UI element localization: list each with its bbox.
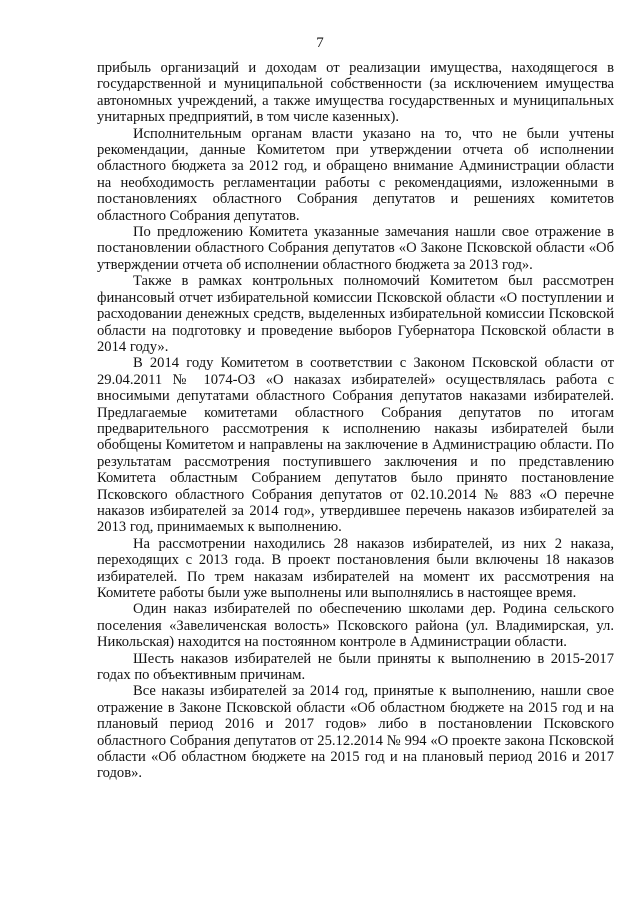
- page-number: 7: [316, 35, 324, 51]
- paragraph: В 2014 году Комитетом в соответствии с Законом Псковской области от 29.04.2011 № 1074-ОЗ «О наказах избирателей» осуществлялась работа с вносимыми депутатами областного Собрания депутатов наказами избирателей. Предлагаемые комитетами областного Собрания депутатов по итогам предварительного рассмотрения к исполнению наказы избирателей были обобщены Комитетом и направлены на заключение в Администрацию области. По результатам рассмотрения поступившего заключения и по представлению Комитета областным Собранием депутатов было принято постановление Псковского областного Собрания депутатов от 02.10.2014 № 883 «О перечне наказов избирателей за 2014 год», утвердившее перечень наказов избирателей за 2013 год, принимаемых к выполнению.: [97, 355, 614, 536]
- paragraph: Исполнительным органам власти указано на то, что не были учтены рекомендации, данные Комитетом при утверждении отчета об исполнении областного бюджета за 2012 год, и обращено внимание Администрации области на необходимость регламентации работы с рекомендациями, изложенными в постановлениях областного Собрания депутатов и решениях комитетов областного Собрания депутатов.: [97, 125, 614, 224]
- paragraph: На рассмотрении находились 28 наказов избирателей, из них 2 наказа, переходящих с 2013 года. В проект постановления были включены 18 наказов избирателей. По трем наказам избирателей на момент их рассмотрения на Комитете работы были уже выполнены или выполнялись в настоящее время.: [97, 535, 614, 601]
- paragraph: Также в рамках контрольных полномочий Комитетом был рассмотрен финансовый отчет избирательной комиссии Псковской области «О поступлении и расходовании денежных средств, выделенных избирательной комиссии Псковской области на подготовку и проведение выборов Губернатора Псковской области в 2014 году».: [97, 273, 614, 355]
- paragraph: Шесть наказов избирателей не были приняты к выполнению в 2015-2017 годах по объективным причинам.: [97, 650, 614, 684]
- paragraph: прибыль организаций и доходам от реализации имущества, находящегося в государственной и муниципальной собственности (за исключением имущества автономных учреждений, а также имущества государственных и муниципальных унитарных предприятий, в том числе казенных).: [97, 60, 614, 126]
- paragraph: Один наказ избирателей по обеспечению школами дер. Родина сельского поселения «Завеличенская волость» Псковского района (ул. Владимирская, ул. Никольская) находится на постоянном контроле в Администрации области.: [97, 601, 614, 651]
- paragraph: По предложению Комитета указанные замечания нашли свое отражение в постановлении областного Собрания депутатов «О Законе Псковской области «Об утверждении отчета об исполнении областного бюджета за 2013 год».: [97, 224, 614, 273]
- paragraph: Все наказы избирателей за 2014 год, принятые к выполнению, нашли свое отражение в Законе Псковской области «Об областном бюджете на 2015 год и на плановый период 2016 и 2017 годов» либо в постановлении Псковского областного Собрания депутатов от 25.12.2014 № 994 «О проекте закона Псковской области «Об областном бюджете на 2015 год и на плановый период 2016 и 2017 годов».: [97, 683, 614, 782]
- document-body: [97, 60, 614, 782]
